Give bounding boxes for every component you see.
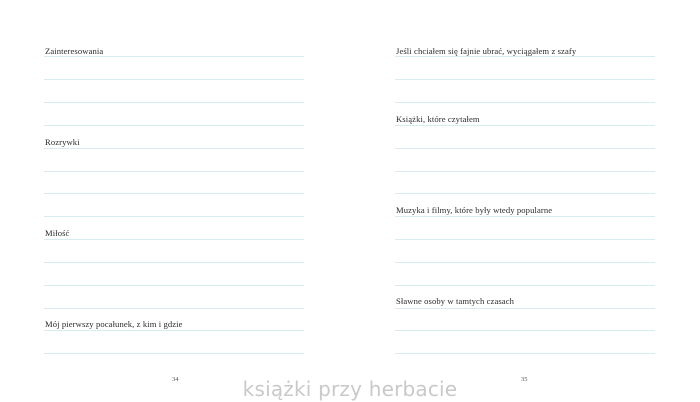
page-number: 35 bbox=[521, 376, 528, 383]
writing-line bbox=[395, 56, 655, 57]
prompt-love: Miłość bbox=[45, 228, 70, 238]
writing-line bbox=[44, 79, 304, 80]
writing-line bbox=[44, 193, 304, 194]
writing-line bbox=[395, 148, 655, 149]
watermark: książki przy herbacie bbox=[242, 377, 458, 401]
writing-line bbox=[44, 102, 304, 103]
right-page bbox=[350, 0, 700, 402]
prompt-interests: Zainteresowania bbox=[45, 46, 104, 56]
writing-line bbox=[395, 193, 655, 194]
writing-line bbox=[44, 239, 304, 240]
prompt-clothes: Jeśli chciałem się fajnie ubrać, wyciągałem z szafy bbox=[396, 46, 577, 56]
writing-line bbox=[395, 79, 655, 80]
writing-line bbox=[395, 285, 655, 286]
writing-line bbox=[44, 285, 304, 286]
prompt-entertainment: Rozrywki bbox=[45, 137, 80, 147]
writing-line bbox=[395, 330, 655, 331]
writing-line bbox=[44, 171, 304, 172]
writing-line bbox=[44, 56, 304, 57]
writing-line bbox=[44, 308, 304, 309]
writing-line bbox=[395, 353, 655, 354]
page-number: 34 bbox=[172, 376, 179, 383]
writing-line bbox=[44, 330, 304, 331]
writing-line bbox=[395, 171, 655, 172]
writing-line bbox=[44, 353, 304, 354]
writing-line bbox=[395, 125, 655, 126]
writing-line bbox=[44, 125, 304, 126]
writing-line bbox=[395, 308, 655, 309]
writing-line bbox=[395, 239, 655, 240]
prompt-famous-people: Sławne osoby w tamtych czasach bbox=[396, 296, 515, 306]
writing-line bbox=[44, 262, 304, 263]
writing-line bbox=[395, 102, 655, 103]
prompt-books: Książki, które czytałem bbox=[396, 114, 480, 124]
writing-line bbox=[395, 216, 655, 217]
writing-line bbox=[395, 262, 655, 263]
prompt-first-kiss: Mój pierwszy pocałunek, z kim i gdzie bbox=[45, 319, 183, 329]
prompt-music-films: Muzyka i filmy, które były wtedy popularne bbox=[396, 205, 553, 215]
writing-line bbox=[44, 148, 304, 149]
writing-line bbox=[44, 216, 304, 217]
